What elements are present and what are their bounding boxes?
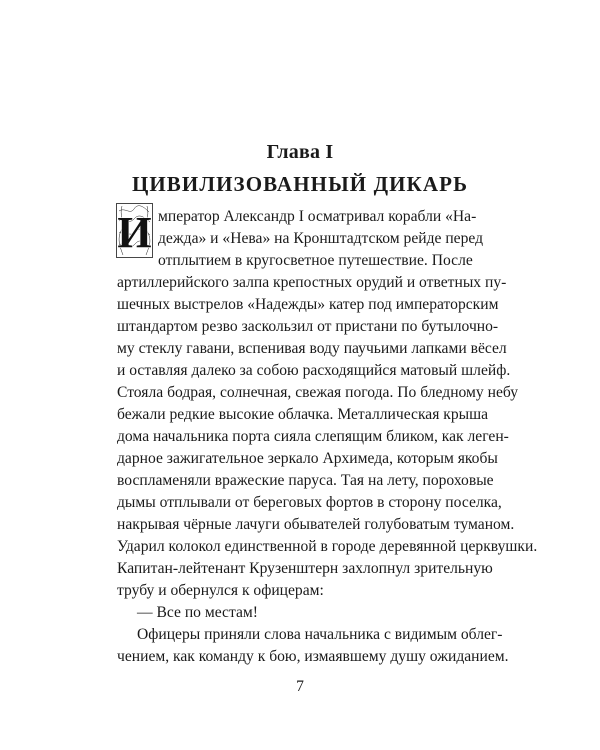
text-line: Ударил колокол единственной в городе деревянной церквушки. (117, 538, 538, 555)
text-line: дома начальника порта сияла слепящим бликом, как леген- (117, 428, 509, 445)
text-line: Офицеры приняли слова начальника с видимым облег- (137, 626, 503, 643)
text-line: шечных выстрелов «Надежды» катер под императорским (117, 296, 499, 313)
text-line: Стояла бодрая, солнечная, свежая погода. По бледному небу (117, 384, 519, 401)
text-line: чением, как команду к бою, измаявшему душу ожиданием. (117, 648, 509, 665)
text-line: дежда» и «Нева» на Кронштадтском рейде перед (158, 230, 484, 247)
text-line: Капитан-лейтенант Крузенштерн захлопнул зрительную (117, 560, 493, 577)
text-line: воспламеняли вражеские паруса. Тая на лету, пороховые (117, 472, 494, 489)
chapter-title: ЦИВИЛИЗОВАННЫЙ ДИКАРЬ (131, 172, 469, 196)
text-line: накрывая чёрные лачуги обывателей голубоватым туманом. (117, 516, 515, 533)
chapter-label: Глава I (266, 141, 334, 163)
text-line: дарное зажигательное зеркало Архимеда, которым якобы (117, 450, 498, 467)
text-line: дымы отплывали от береговых фортов в сторону поселка, (117, 494, 502, 511)
text-line: мператор Александр I осматривал корабли «На- (158, 208, 477, 225)
text-line: отплытием в кругосветное путешествие. После (158, 252, 473, 269)
text-line: — Все по местам! (137, 604, 258, 621)
page-number: 7 (296, 678, 304, 695)
text-line: штандартом резво заскользил от пристани по бутылочно- (117, 318, 499, 335)
drop-cap-letter: И (117, 208, 152, 257)
text-line: и оставляя далеко за собою расходящийся матовый шлейф. (117, 362, 511, 379)
text-line: му стеклу гавани, вспенивая воду паучьими лапками вёсел (117, 340, 507, 357)
text-line: трубу и обернулся к офицерам: (117, 582, 324, 599)
text-line: артиллерийского залпа крепостных орудий и ответных пу- (117, 274, 507, 291)
text-line: бежали редкие высокие облачка. Металлическая крыша (117, 406, 489, 423)
drop-cap (116, 203, 153, 258)
